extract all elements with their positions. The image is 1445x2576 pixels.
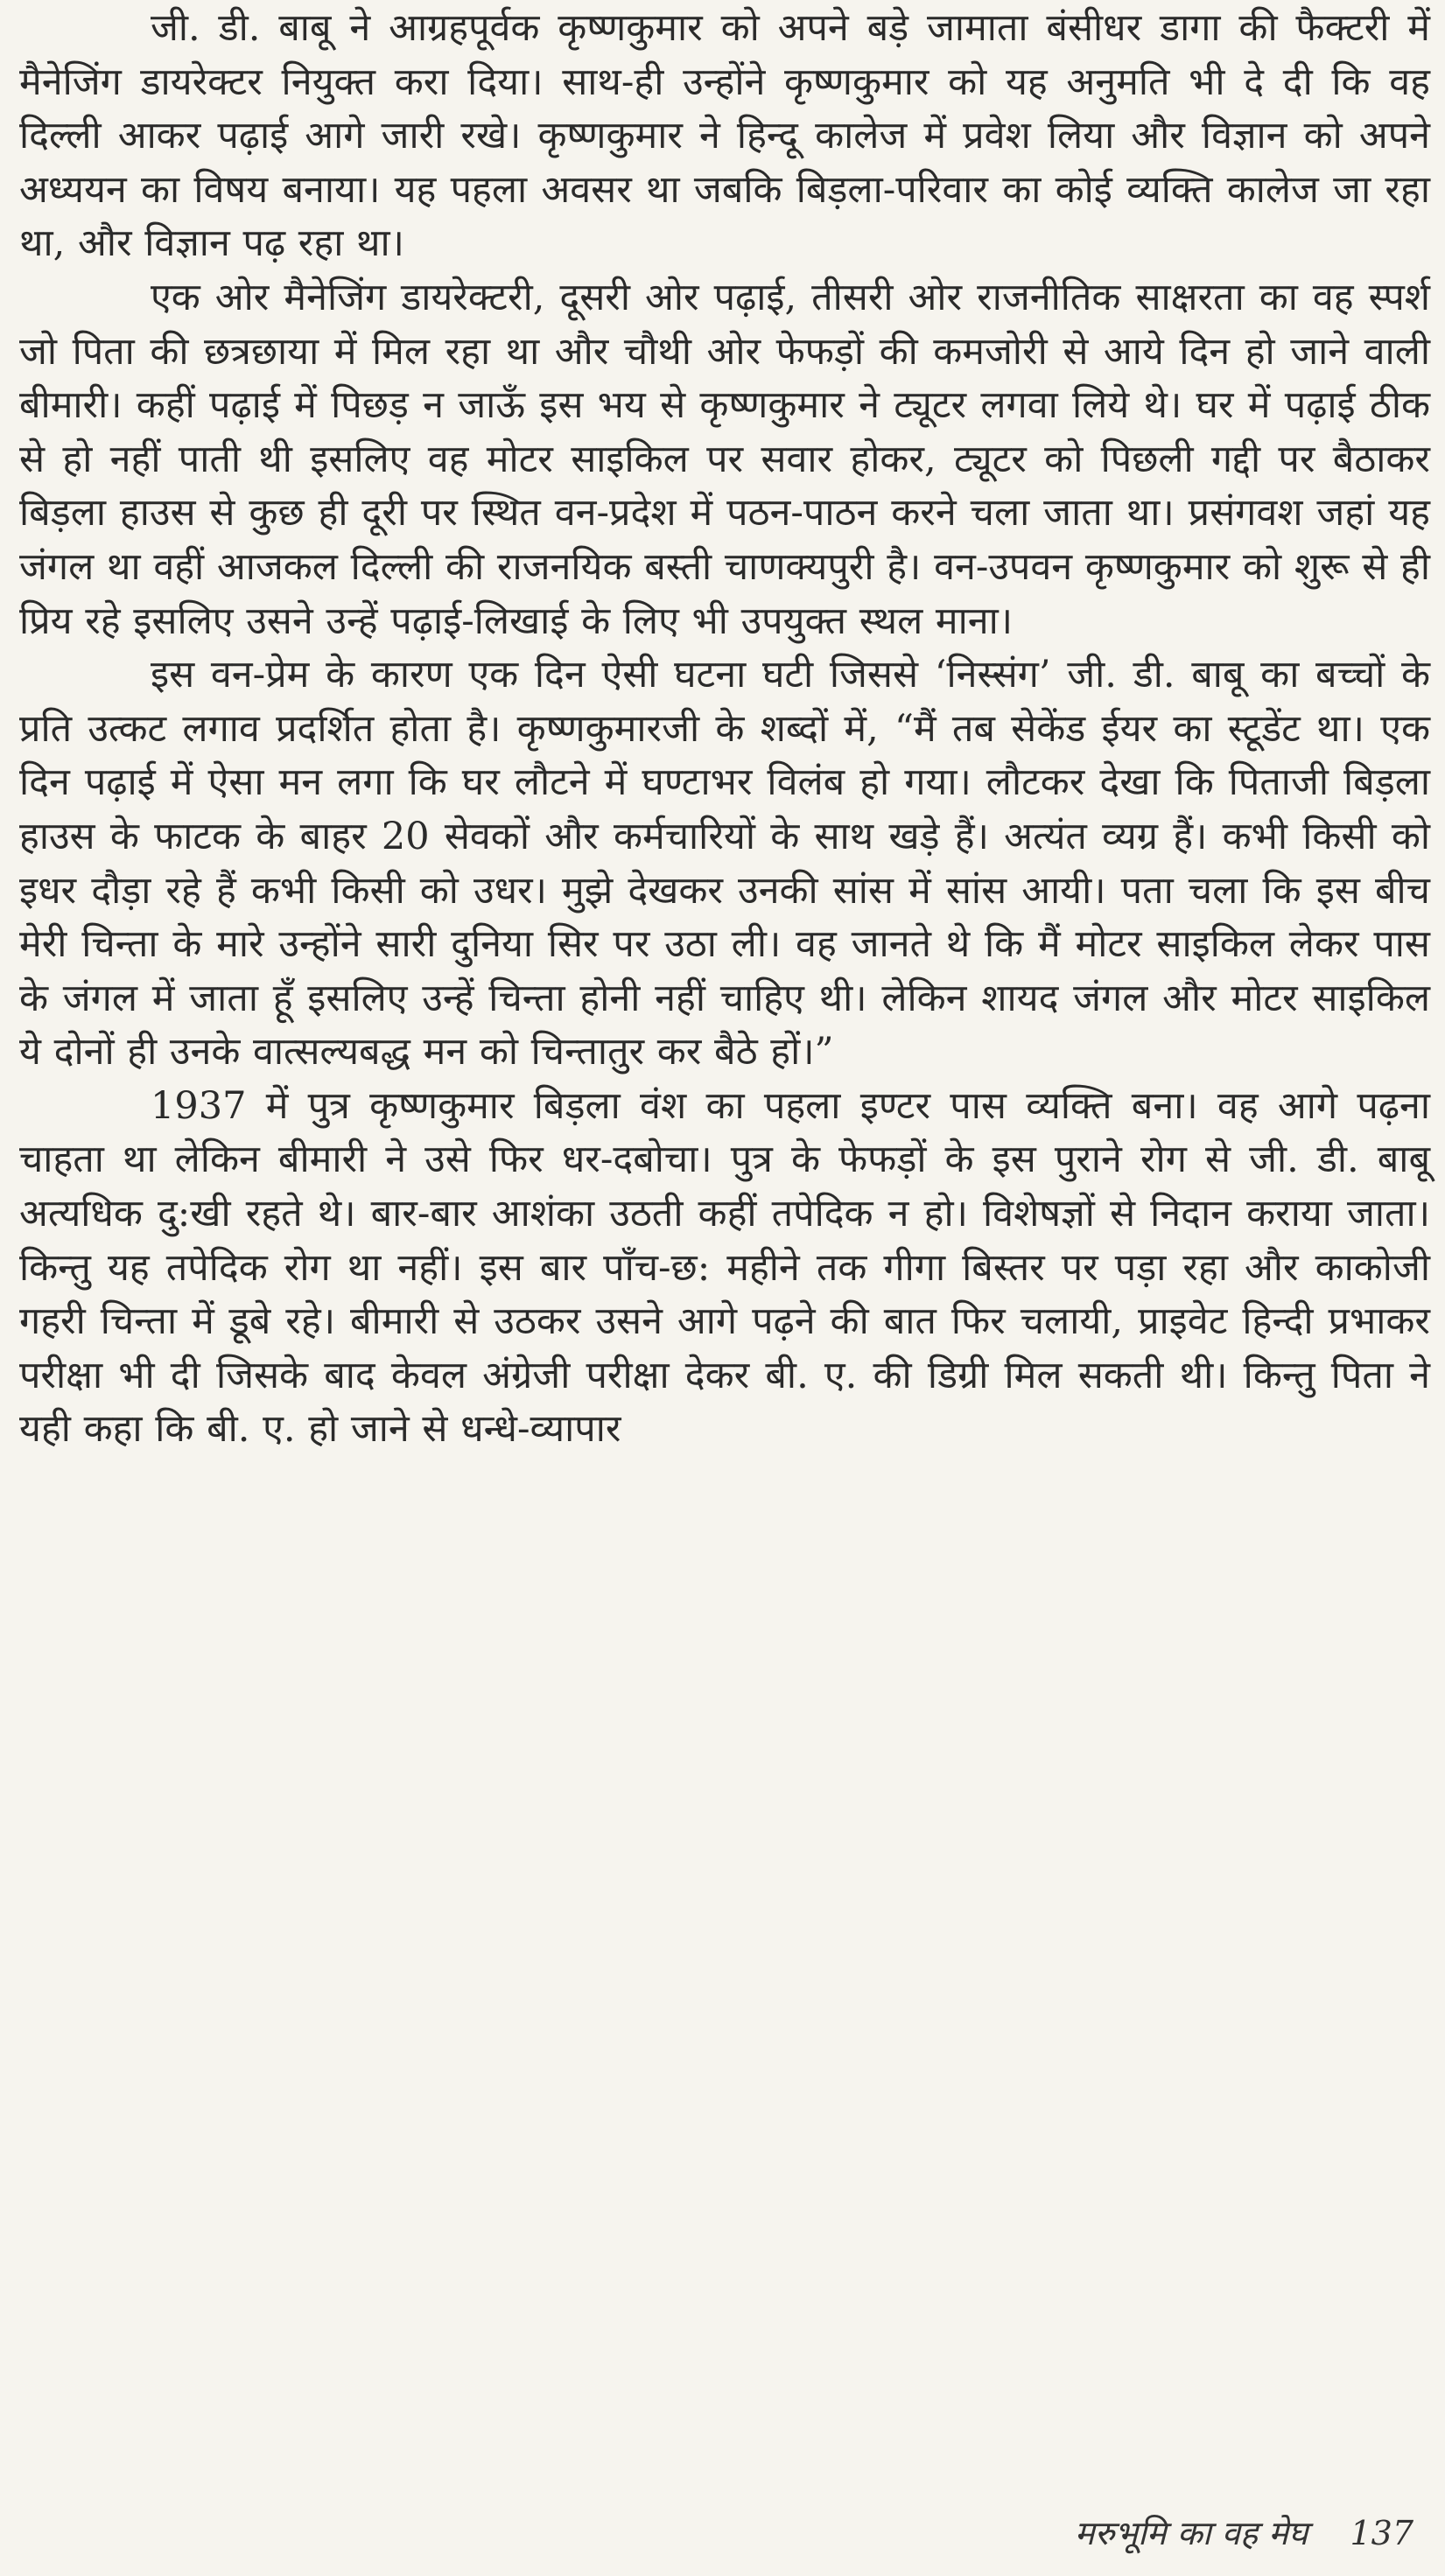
- paragraph-3: इस वन-प्रेम के कारण एक दिन ऐसी घटना घटी जिससे ‘निस्संग’ जी. डी. बाबू का बच्चों के प्रति उत्कट लगाव प्रदर्शित होता है। कृष्णकुमारजी के शब्दों में, “मैं तब सेकेंड ईयर का स्टूडेंट था। एक दिन पढ़ाई में ऐसा मन लगा कि घर लौटने में घण्टाभर विलंब हो गया। लौटकर देखा कि पिताजी बिड़ला हाउस के फाटक के बाहर 20 सेवकों और कर्मचारियों के साथ खड़े हैं। अत्यंत व्यग्र हैं। कभी किसी को इधर दौड़ा रहे हैं कभी किसी को उधर। मुझे देखकर उनकी सांस में सांस आयी। पता चला कि इस बीच मेरी चिन्ता के मारे उन्होंने सारी दुनिया सिर पर उठा ली। वह जानते थे कि मैं मोटर साइकिल लेकर पास के जंगल में जाता हूँ इसलिए उन्हें चिन्ता होनी नहीं चाहिए थी। लेकिन शायद जंगल और मोटर साइकिल ये दोनों ही उनके वात्सल्यबद्ध मन को चिन्तातुर कर बैठे हों।”: [19, 653, 1430, 1074]
- page-number: 137: [1350, 2514, 1413, 2552]
- body-text: [19, 0, 1430, 1457]
- paragraph-1: जी. डी. बाबू ने आग्रहपूर्वक कृष्णकुमार को अपने बड़े जामाता बंसीधर डागा की फैक्टरी में मैनेजिंग डायरेक्टर नियुक्त करा दिया। साथ-ही उन्होंने कृष्णकुमार को यह अनुमति भी दे दी कि वह दिल्ली आकर पढ़ाई आगे जारी रखे। कृष्णकुमार ने हिन्दू कालेज में प्रवेश लिया और विज्ञान को अपने अध्ययन का विषय बनाया। यह पहला अवसर था जबकि बिड़ला-परिवार का कोई व्यक्ति कालेज जा रहा था, और विज्ञान पढ़ रहा था।: [19, 6, 1430, 266]
- paragraph-2: एक ओर मैनेजिंग डायरेक्टरी, दूसरी ओर पढ़ाई, तीसरी ओर राजनीतिक साक्षरता का वह स्पर्श जो पिता की छत्रछाया में मिल रहा था और चौथी ओर फेफड़ों की कमजोरी से आये दिन हो जाने वाली बीमारी। कहीं पढ़ाई में पिछड़ न जाऊँ इस भय से कृष्णकुमार ने ट्यूटर लगवा लिये थे। घर में पढ़ाई ठीक से हो नहीं पाती थी इसलिए वह मोटर साइकिल पर सवार होकर, ट्यूटर को पिछली गद्दी पर बैठाकर बिड़ला हाउस से कुछ ही दूरी पर स्थित वन-प्रदेश में पठन-पाठन करने चला जाता था। प्रसंगवश जहां यह जंगल था वहीं आजकल दिल्ली की राजनयिक बस्ती चाणक्यपुरी है। वन-उपवन कृष्णकुमार को शुरू से ही प्रिय रहे इसलिए उसने उन्हें पढ़ाई-लिखाई के लिए भी उपयुक्त स्थल माना।: [19, 275, 1430, 643]
- page-footer: [1075, 2510, 1413, 2555]
- running-title: मरुभूमि का वह मेघ: [1074, 2514, 1308, 2552]
- paragraph-4: 1937 में पुत्र कृष्णकुमार बिड़ला वंश का पहला इण्टर पास व्यक्ति बना। वह आगे पढ़ना चाहता था लेकिन बीमारी ने उसे फिर धर-दबोचा। पुत्र के फेफड़ों के इस पुराने रोग से जी. डी. बाबू अत्यधिक दु:खी रहते थे। बार-बार आशंका उठती कहीं तपेदिक न हो। विशेषज्ञों से निदान कराया जाता। किन्तु यह तपेदिक रोग था नहीं। इस बार पाँच-छ: महीने तक गीगा बिस्तर पर पड़ा रहा और काकोजी गहरी चिन्ता में डूबे रहे। बीमारी से उठकर उसने आगे पढ़ने की बात फिर चलायी, प्राइवेट हिन्दी प्रभाकर परीक्षा भी दी जिसके बाद केवल अंग्रेजी परीक्षा देकर बी. ए. की डिग्री मिल सकती थी। किन्तु पिता ने यही कहा कि बी. ए. हो जाने से धन्धे-व्यापार: [19, 1083, 1430, 1452]
